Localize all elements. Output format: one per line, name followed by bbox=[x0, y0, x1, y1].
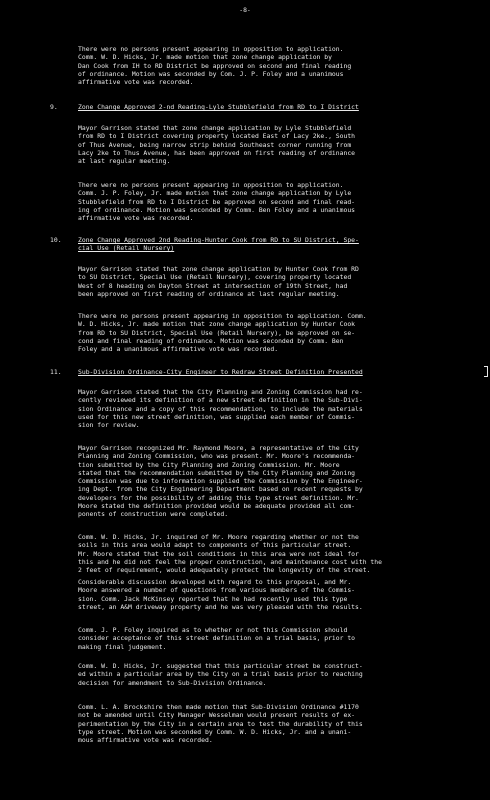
paragraph: Comm. L. A. Brockshire then made motion that Sub-Division Ordinance #1170 not be amended until City Manager Wesselman would present results of ex- perimentation by the City in a certain area to test the durability of this type street. Motion was seconded by Comm. W. D. Hicks, Jr. and a unani- mous affirmative vote was recorded. bbox=[78, 703, 363, 744]
paragraph: There were no persons present appearing in opposition to application. Comm. W. D. Hicks, Jr. made motion that zone change application by Hunter Cook from RD to SU District, Special Use (Retail Nursery), be approved on se- cond and final reading of ordinance. Motion was seconded by Comm. Ben Foley and a unanimous affirmative vote was recorded. bbox=[78, 312, 367, 353]
paragraph: Comm. J. P. Foley inquired as to whether or not this Commission should consider acceptance of this street definition on a trial basis, prior to making final judgement. bbox=[78, 626, 356, 651]
paragraph: Mayor Garrison stated that zone change application by Hunter Cook from RD to SU District, Special Use (Retail Nursery), covering property located West of 8 heading on Dayton Street at intersection of 19th Street, had been approved on first reading of ordinance at last regular meeting. bbox=[78, 265, 359, 298]
item-title: Sub-Division Ordinance-City Engineer to Redraw Street Definition Presented bbox=[78, 368, 363, 376]
item-number: 11. bbox=[50, 368, 62, 376]
paragraph: There were no persons present appearing in opposition to application. Comm. J. P. Foley, Jr. made motion that zone change application by Lyle Stubblefield from RD to I District be approved on second and final read- ing of ordinance. Motion was seconded by Comm. Ben Foley and a unanimous affirmative vote was recorded. bbox=[78, 181, 356, 222]
paragraph: Mayor Garrison stated that zone change application by Lyle Stubblefield from RD to I District covering property located East of Lacy 2ke., South of Thus Avenue, being narrow strip behind Southeast corner running from Lacy 2ke to Thus Avenue, has been approved on first reading of ordinance at last regular meeting. bbox=[78, 124, 356, 165]
item-number: 9. bbox=[50, 103, 58, 111]
page-number: -8- bbox=[239, 6, 251, 14]
paragraph: Mayor Garrison stated that the City Planning and Zoning Commission had re- cently reviewed its definition of a new street definition in the Sub-Divi- sion Ordinance and a copy of this recommendation, to include the materials used for this new street definition, was supplied each member of Commis- sion for review. bbox=[78, 388, 363, 429]
item-title: Zone Change Approved 2nd Reading-Hunter Cook from RD to SU District, Spe- cial Use (Retail Nursery) bbox=[78, 236, 359, 253]
item-title: Zone Change Approved 2-nd Reading-Lyle Stubblefield from RD to I District bbox=[78, 103, 359, 111]
scan-edge-mark bbox=[484, 366, 488, 377]
paragraph: Comm. W. D. Hicks, Jr. inquired of Mr. Moore regarding whether or not the soils in this area would adapt to components of this particular street. Mr. Moore stated that the soil conditions in this area were not ideal for this and he did not feel the proper construction, and maintenance cost with the 2 feet of requirement, would adequately protect the longevity of the street. bbox=[78, 533, 382, 574]
paragraph: Mayor Garrison recognized Mr. Raymond Moore, a representative of the City Planning and Zoning Commission, who was present. Mr. Moore's recommenda- tion submitted by the City Planning and Zoning Commission. Mr. Moore stated that the recommendation submitted by the City Planning and Zoning Commission was due to information supplied the Commission by the Engineer- ing Dept. from the City Engineering Department based on recent requests by developers for the possibility of adding this type street definition. Mr. Moore stated the definition provided would be adequate provided all com- ponents of construction were completed. bbox=[78, 444, 363, 518]
item-number: 10. bbox=[50, 236, 62, 244]
paragraph: Considerable discussion developed with regard to this proposal, and Mr. Moore answered a number of questions from various members of the Commis- sion. Comm. Jack McKinsey reported that he had recently used this type street, an A&M driveway property and he was very pleased with the results. bbox=[78, 578, 363, 611]
paragraph: There were no persons present appearing in opposition to application. Comm. W. D. Hicks, Jr. made motion that zone change application by Dan Cook from IH to RD District be approved on second and final reading of ordinance. Motion was seconded by Com. J. P. Foley and a unanimous affirmative vote was recorded. bbox=[78, 45, 352, 86]
paragraph: Comm. W. D. Hicks, Jr. suggested that this particular street be construct- ed within a particular area by the City on a trial basis prior to reaching decision for amendment to Sub-Division Ordinance. bbox=[78, 662, 363, 687]
